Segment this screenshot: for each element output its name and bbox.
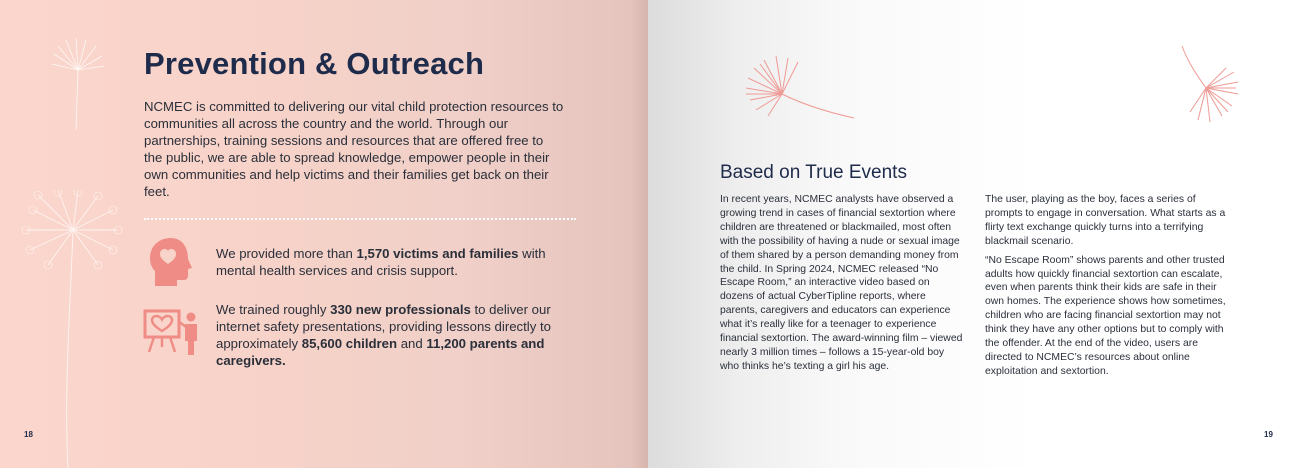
body-column-1 — [720, 193, 966, 379]
page-number-right: 19 — [1264, 430, 1273, 439]
paragraph: The user, playing as the boy, faces a series of prompts to engage in conversation. What starts as a flirty text exchange quickly turns into a terrifying blackmail scenario. — [985, 194, 1226, 247]
gutter-shadow — [630, 0, 648, 468]
paragraph: In recent years, NCMEC analysts have observed a growing trend in cases of financial sextortion where children are threatened or blackmailed, most often with the possibility of having a nude or sexual image of them shared by a person demanding money from the child. In Spring 2024, NCMEC released “No Escape Room,” an interactive video based on dozens of actual CyberTipline reports, where parents, caregivers and educators can experience what it’s really like for a teenager to experience financial sextortion. The award-winning film – viewed nearly 3 million times – follows a 15-year-old boy who thinks he’s texting a girl his age. — [720, 194, 963, 372]
dandelion-seed-icon — [48, 34, 108, 134]
stat-professionals: We trained roughly 330 new professionals to deliver our internet safety presentations, providing lessons directly to approximately 85,600 children and 11,200 parents and caregivers. — [216, 302, 551, 368]
page-number-left: 18 — [24, 430, 33, 439]
page-title: Prevention & Outreach — [144, 46, 485, 81]
head-heart-icon — [144, 234, 198, 288]
pink-dandelion-seed-icon — [1176, 44, 1246, 129]
section-heading: Based on True Events — [720, 162, 907, 183]
dotted-divider — [144, 218, 576, 220]
presenter-heart-icon — [142, 307, 200, 357]
paragraph: “No Escape Room” shows parents and other trusted adults how quickly financial sextortion can escalate, even when parents think their kids are safe in their own homes. The experience shows how sometimes, children who are facing financial sextortion may not think they have any other options but to comply with the offender. At the end of the video, users are directed to NCMEC’s resources about online exploitation and sextortion. — [985, 254, 1226, 377]
stat-victims: We provided more than 1,570 victims and families with mental health services and crisis support. — [216, 246, 546, 278]
intro-paragraph: NCMEC is committed to delivering our vital child protection resources to communities all across the country and the world. Through our partnerships, training sessions and resources that are offered free to the public, we are able to spread knowledge, empower people in their own communities and help victims and their families get back on their feet. — [144, 99, 564, 199]
dandelion-flower-icon — [18, 190, 128, 468]
body-column-2 — [985, 193, 1231, 384]
pink-dandelion-seed-icon — [742, 54, 862, 124]
